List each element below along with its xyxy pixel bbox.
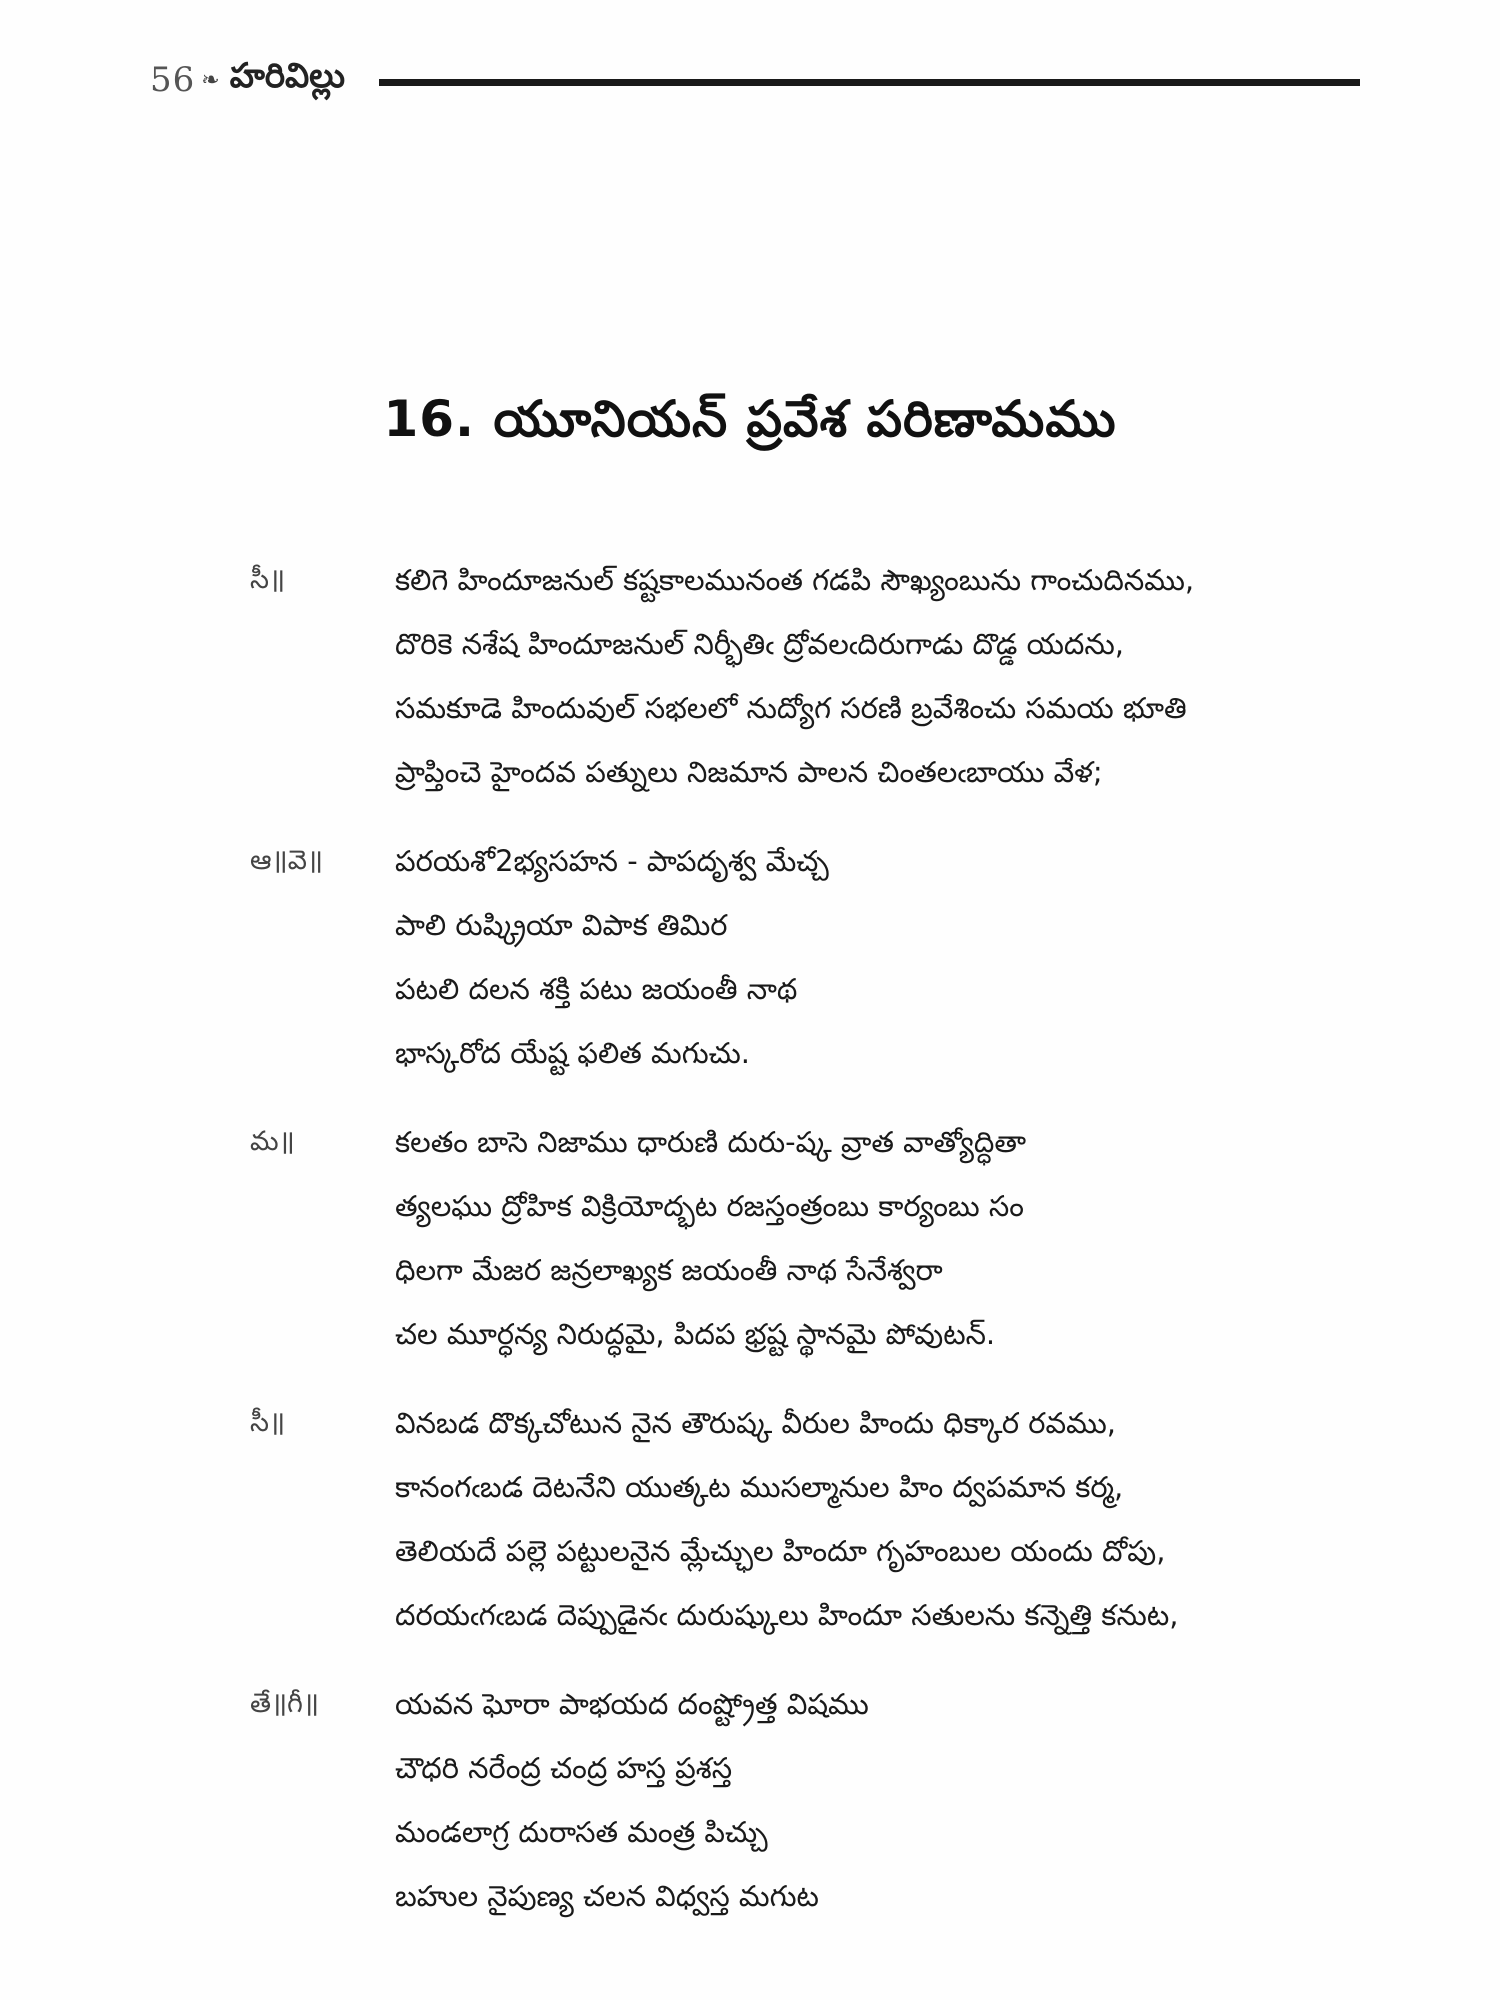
- page-number: 56: [150, 60, 196, 100]
- stanza: [250, 1672, 1370, 1928]
- stanza: [250, 1110, 1370, 1366]
- verse-line: పాలి రుష్క్రియా విపాక తిమిర: [395, 908, 728, 942]
- stanza-lines: [395, 829, 1370, 1085]
- verse-line: భాస్కరోద యేష్ట ఫలిత మగుచు.: [395, 1036, 750, 1070]
- stanza-lines: [395, 1110, 1370, 1366]
- book-title: హరివిల్లు: [229, 56, 346, 96]
- stanza: [250, 829, 1370, 1085]
- header-rule: [379, 79, 1360, 86]
- verse-line: కలతం బాసె నిజాము ధారుణి దురు-ష్క వ్రాత వాత్యోద్ధితా: [395, 1125, 1027, 1159]
- verse-line: చౌధరి నరేంద్ర చంద్ర హస్త ప్రశస్త: [395, 1751, 733, 1785]
- stanza-lines: [395, 1672, 1370, 1928]
- meter-label: ఆ॥వె॥: [250, 845, 324, 876]
- verse-line: బహుల నైపుణ్య చలన విధ్వస్త మగుట: [395, 1879, 819, 1913]
- verse-line: కలిగె హిందూజనుల్ కష్టకాలమునంత గడపి సౌఖ్యంబును గాంచుదినము,: [395, 563, 1195, 597]
- leaf-ornament-icon: ❧: [201, 67, 220, 93]
- verse-line: చల మూర్ధన్య నిరుద్ధమై, పిదప భ్రష్ట స్థానమై పోవుటన్.: [395, 1317, 996, 1351]
- verse-line: తెలియదే పల్లె పట్టులనైన మ్లేచ్ఛుల హిందూ గృహంబుల యందు దోపు,: [395, 1534, 1166, 1568]
- stanza: [250, 1391, 1370, 1647]
- meter-label: మ॥: [250, 1126, 295, 1157]
- poem: [250, 548, 1370, 1953]
- verse-line: ప్రాప్తించె హైందవ పత్నులు నిజమాన పాలన చింతలఁబాయు వేళ;: [395, 755, 1103, 789]
- verse-line: పటలి దలన శక్తి పటు జయంతీ నాథ: [395, 972, 798, 1006]
- stanza-lines: [395, 548, 1370, 804]
- verse-line: దరయఁగఁబడ దెప్పుడైనఁ దురుష్కులు హిందూ సతులను కన్నెత్తి కనుట,: [395, 1598, 1179, 1632]
- meter-label: తే॥గీ॥: [250, 1688, 320, 1719]
- verse-line: త్యలఘు ద్రోహిక విక్రియోద్భట రజస్తంత్రంబు కార్యంబు సం: [395, 1189, 1024, 1223]
- verse-line: దొరికె నశేష హిందూజనుల్ నిర్భీతిఁ ద్రోవలఁదిరుగాడు దొడ్డ యదను,: [395, 627, 1124, 661]
- chapter-title: 16. యూనియన్ ప్రవేశ పరిణామము: [383, 390, 1117, 448]
- verse-line: పరయశో2భ్యసహన - పాపదృశ్వ మేచ్చ: [395, 844, 829, 878]
- verse-line: ధిలగా మేజర జన్రలాఖ్యక జయంతీ నాథ సేనేశ్వరా: [395, 1253, 943, 1287]
- meter-label: సీ॥: [250, 564, 286, 595]
- verse-line: యవన ఘోరా పాభయద దంష్ట్రోత్త విషము: [395, 1687, 869, 1721]
- stanza: [250, 548, 1370, 804]
- meter-label: సీ॥: [250, 1407, 286, 1438]
- verse-line: మండలాగ్ర దురాసత మంత్ర పిచ్చు: [395, 1815, 768, 1849]
- verse-line: సమకూడె హిందువుల్ సభలలో నుద్యోగ సరణి బ్రవేశించు సమయ భూతి: [395, 691, 1187, 725]
- running-header: [150, 50, 1360, 110]
- verse-line: వినబడ దొక్కచోటున నైన తౌరుష్క వీరుల హిందు ధిక్కార రవము,: [395, 1406, 1117, 1440]
- stanza-lines: [395, 1391, 1370, 1647]
- verse-line: కానంగఁబడ దెటనేని యుత్కట ముసల్మానుల హిం ద్వపమాన కర్మ,: [395, 1470, 1124, 1504]
